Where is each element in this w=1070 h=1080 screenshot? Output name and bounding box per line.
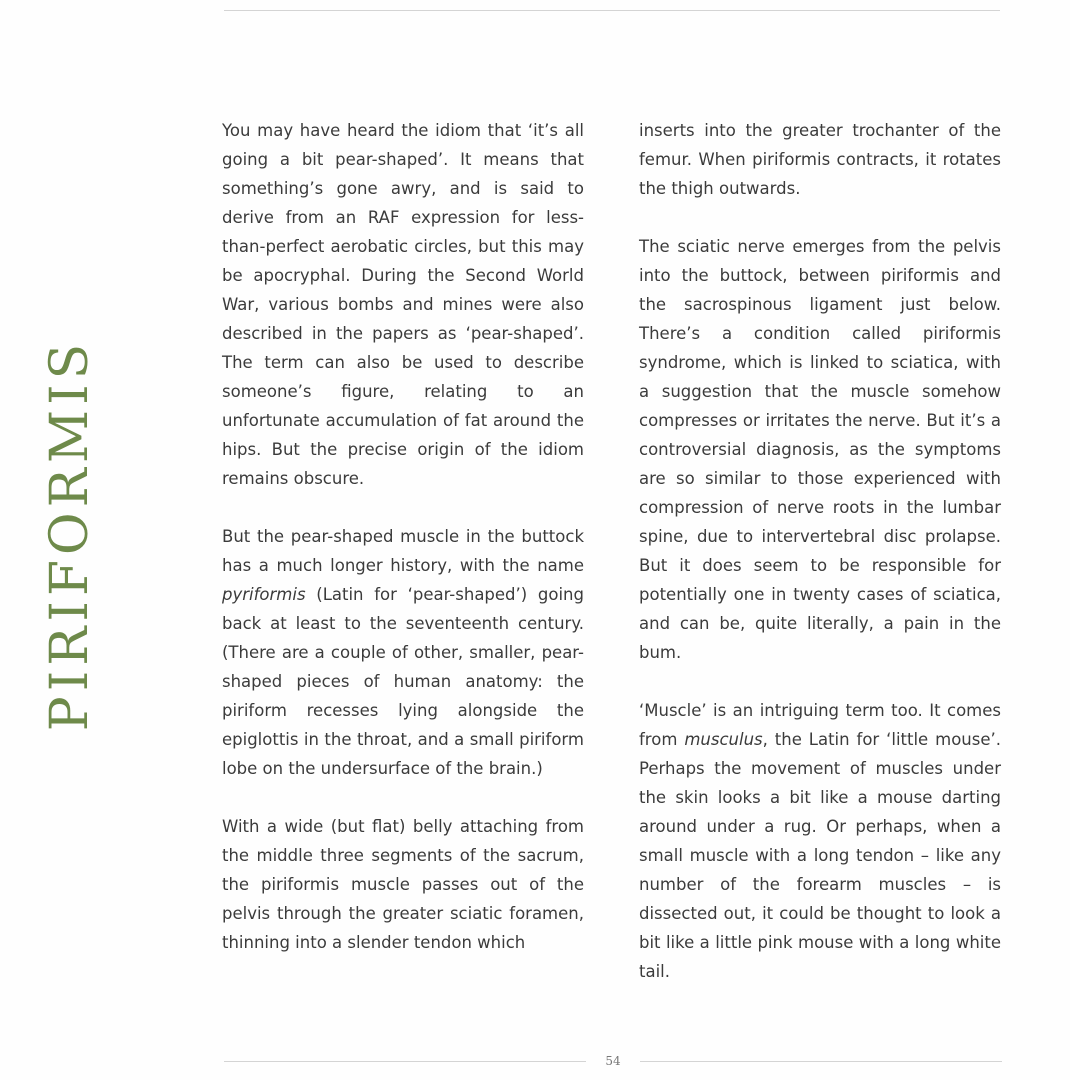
paragraph-anatomy: With a wide (but flat) belly attaching from the middle three segments of the sacrum, the piriformis muscle passes out of the pelvis through the greater sciatic foramen, thinning into a slender tendon which: [222, 817, 584, 952]
bottom-rule-left: [224, 1061, 586, 1062]
top-rule: [224, 10, 1000, 11]
bottom-rule-right: [640, 1061, 1002, 1062]
left-column: [222, 116, 584, 957]
paragraph-insertion: inserts into the greater trochanter of the femur. When piriformis contracts, it rotates the thigh outwards.: [639, 121, 1001, 198]
paragraph-muscle-etymology: [639, 696, 1001, 986]
page-number: 54: [605, 1054, 621, 1068]
text-run: ‘Muscle’ is an intriguing term too. It comes from: [639, 701, 1001, 749]
italic-term: musculus: [684, 730, 763, 749]
text-run: (Latin for ‘pear-shaped’) going back at least to the seventeenth century. (There are a couple of other, smaller, pear-shaped pieces of human anatomy: the piriform recesses lying alongside the epiglottis in the throat, and a small piriform lobe on the undersurface of the brain.): [222, 585, 584, 778]
page-title: PIRIFORMIS: [40, 338, 100, 732]
paragraph-sciatic-nerve: The sciatic nerve emerges from the pelvis into the buttock, between piriformis and the sacrospinous ligament just below. There’s a condition called piriformis syndrome, which is linked to sciatica, with a suggestion that the muscle somehow compresses or irritates the nerve. But it’s a controversial diagnosis, as the symptoms are so similar to those experienced with compression of nerve roots in the lumbar spine, due to intervertebral disc prolapse. But it does seem to be responsible for potentially one in twenty cases of sciatica, and can be, quite literally, a pain in the bum.: [639, 237, 1001, 662]
paragraph-history: [222, 522, 584, 783]
paragraph-idiom: You may have heard the idiom that ‘it’s all going a bit pear-shaped’. It means that something’s gone awry, and is said to derive from an RAF expression for less-than-perfect aerobatic circles, but this may be apocryphal. During the Second World War, various bombs and mines were also described in the papers as ‘pear-shaped’. The term can also be used to describe someone’s figure, relating to an unfortunate accumulation of fat around the hips. But the precise origin of the idiom remains obscure.: [222, 121, 584, 488]
text-run: , the Latin for ‘little mouse’. Perhaps the movement of muscles under the skin looks a bit like a mouse darting around under a rug. Or perhaps, when a small muscle with a long tendon – like any number of the forearm muscles – is dissected out, it could be thought to look a bit like a little pink mouse with a long white tail.: [639, 730, 1001, 981]
italic-term: pyriformis: [222, 585, 306, 604]
text-run: But the pear-shaped muscle in the buttock has a much longer history, with the name: [222, 527, 584, 575]
right-column: [639, 116, 1001, 986]
